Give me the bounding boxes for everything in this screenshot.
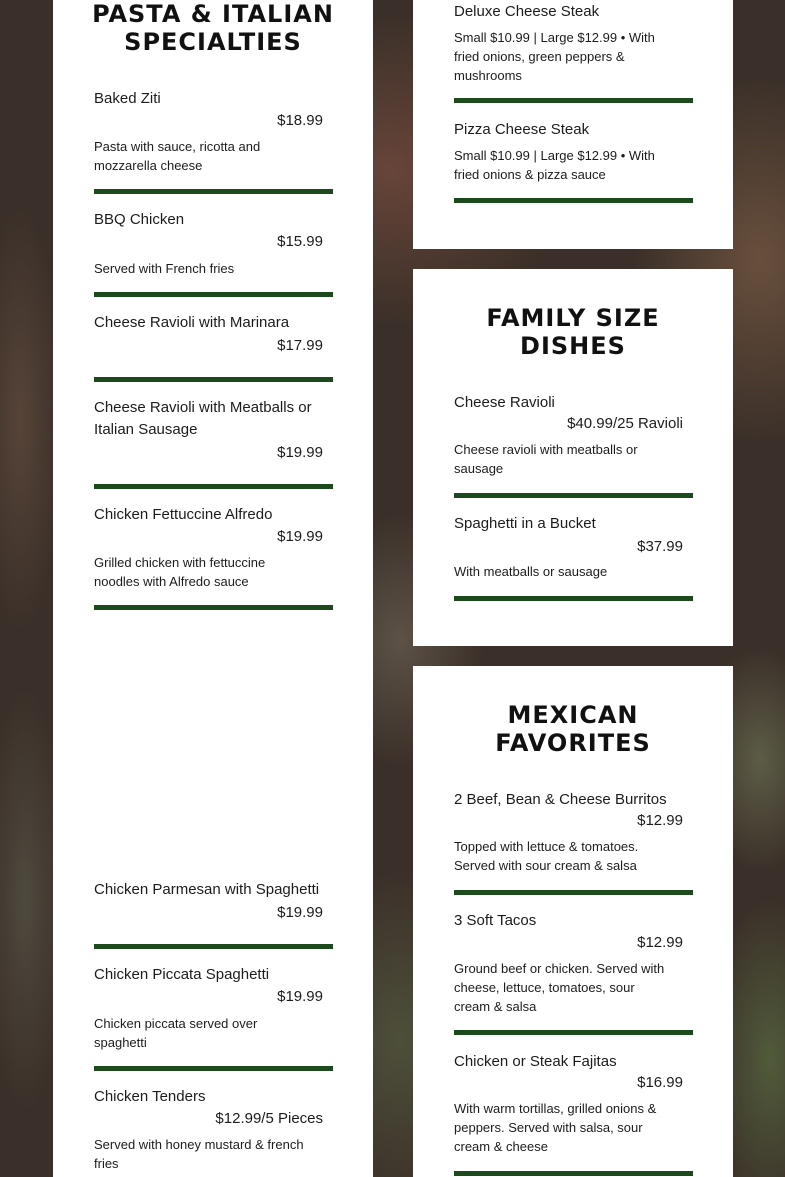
menu-item-name: Cheese Ravioli with Meatballs or Italian Sausage	[94, 399, 312, 438]
menu-item-name: Chicken Parmesan with Spaghetti	[94, 881, 320, 898]
menu-item-description: Served with French fries	[94, 261, 235, 276]
menu-item-price: $19.99	[277, 904, 323, 921]
menu-item-name: Cheese Ravioli with Marinara	[94, 314, 290, 331]
menu-item-description: Served with honey mustard & french fries	[94, 1137, 304, 1171]
menu-item-price: $12.99	[637, 934, 683, 951]
menu-item-name: Chicken Fettuccine Alfredo	[94, 506, 273, 523]
menu-item-name: Cheese Ravioli	[454, 394, 555, 411]
menu-item-price: $19.99	[277, 444, 323, 461]
menu-item-description: With meatballs or sausage	[454, 564, 608, 579]
menu-item-price: $12.99/5 Pieces	[215, 1110, 323, 1127]
menu-item-price: $40.99/25 Ravioli	[567, 415, 683, 432]
item-divider	[94, 377, 333, 382]
cheese-steak-section-card	[413, 0, 733, 249]
menu-item-name: Chicken or Steak Fajitas	[454, 1053, 617, 1070]
item-divider	[454, 596, 693, 601]
menu-item-name: BBQ Chicken	[94, 211, 185, 228]
menu-item-description: Topped with lettuce & tomatoes. Served with sour cream & salsa	[454, 839, 639, 873]
family-size-section-card	[413, 269, 733, 646]
menu-item-name: Spaghetti in a Bucket	[454, 515, 596, 532]
menu-item-name: 2 Beef, Bean & Cheese Burritos	[454, 791, 667, 808]
menu-item-name: Baked Ziti	[94, 90, 161, 107]
menu-item-description: Ground beef or chicken. Served with cheese, lettuce, tomatoes, sour cream & salsa	[454, 961, 665, 1014]
menu-item-price: $37.99	[637, 538, 683, 555]
menu-item-name: 3 Soft Tacos	[454, 912, 537, 929]
item-divider	[94, 1066, 333, 1071]
menu-item-description: Small $10.99 | Large $12.99 • With fried onions, green peppers & mushrooms	[454, 30, 655, 83]
menu-item-price: $18.99	[277, 112, 323, 129]
menu-item-description: Cheese ravioli with meatballs or sausage	[454, 442, 638, 476]
menu-item-description: Grilled chicken with fettuccine noodles with Alfredo sauce	[94, 555, 266, 589]
menu-item-name: Pizza Cheese Steak	[454, 121, 590, 138]
item-divider	[94, 292, 333, 297]
menu-item-description: Small $10.99 | Large $12.99 • With fried onions & pizza sauce	[454, 148, 655, 182]
menu-item-price: $15.99	[277, 233, 323, 250]
item-divider	[94, 605, 333, 610]
menu-item-name: Chicken Piccata Spaghetti	[94, 966, 270, 983]
item-divider	[94, 189, 333, 194]
menu-item-name: Chicken Tenders	[94, 1088, 206, 1105]
pasta-section-card	[53, 0, 373, 1177]
item-divider	[94, 484, 333, 489]
item-divider	[454, 1171, 693, 1176]
mexican-section-title: MEXICAN FAVORITES	[495, 701, 651, 757]
item-divider	[454, 198, 693, 203]
menu-item-description: Chicken piccata served over spaghetti	[94, 1016, 258, 1050]
item-divider	[454, 98, 693, 103]
menu-item-name: Deluxe Cheese Steak	[454, 3, 600, 20]
menu-item-description: With warm tortillas, grilled onions & peppers. Served with salsa, sour cream & cheese	[454, 1101, 657, 1154]
menu-item-price: $19.99	[277, 528, 323, 545]
menu-item-price: $17.99	[277, 337, 323, 354]
mexican-section-card	[413, 666, 733, 1177]
item-divider	[454, 890, 693, 895]
menu-item-price: $19.99	[277, 988, 323, 1005]
menu-item-price: $16.99	[637, 1074, 683, 1091]
item-divider	[454, 1030, 693, 1035]
pasta-section-title: PASTA & ITALIAN SPECIALTIES	[92, 0, 334, 56]
family-section-title: FAMILY SIZE DISHES	[486, 304, 660, 360]
item-divider	[94, 944, 333, 949]
item-divider	[454, 493, 693, 498]
menu-item-description: Pasta with sauce, ricotta and mozzarella cheese	[94, 139, 261, 173]
menu-item-price: $12.99	[637, 812, 683, 829]
